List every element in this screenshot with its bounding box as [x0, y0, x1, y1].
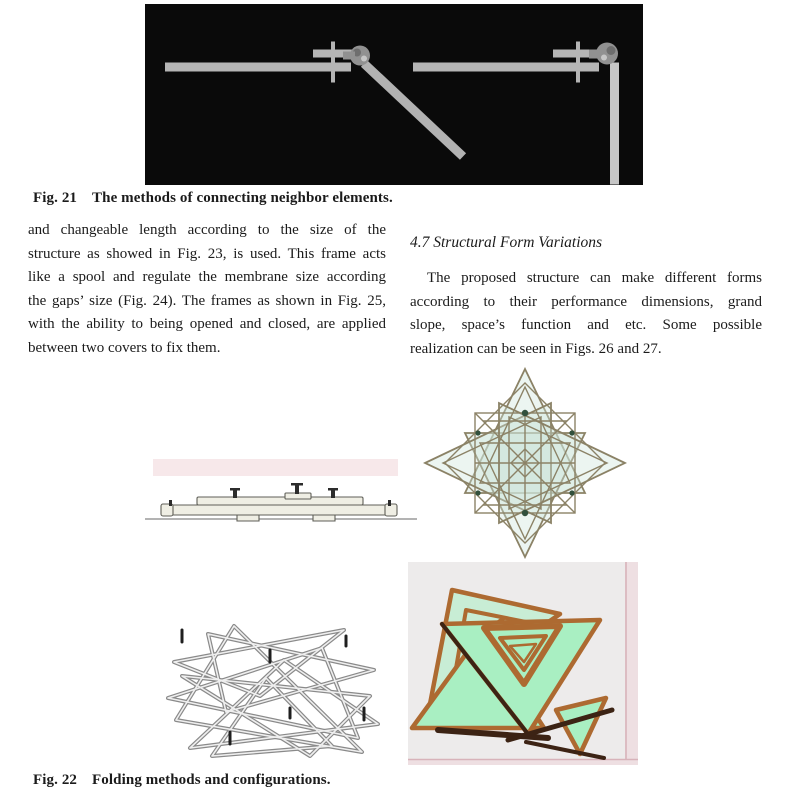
fig21-caption-label: Fig. 21	[33, 190, 78, 206]
fig21-caption-text: The methods of connecting neighbor elements.	[92, 190, 393, 206]
folded-flat-structure	[145, 483, 417, 521]
body-line: with the ability to being opened and closed, are applied	[28, 316, 386, 333]
fig22-folded-flat-figure	[145, 456, 417, 526]
fig22-render-figure	[408, 562, 638, 765]
fig21-caption	[33, 190, 393, 207]
pink-strip	[153, 459, 398, 476]
body-line: according to their performance dimensions, grand	[410, 293, 762, 310]
hinge-joint-right	[413, 42, 619, 185]
fig22-deployed-wireframe-figure	[160, 612, 388, 764]
fig22-caption-text: Folding methods and configurations.	[92, 772, 331, 788]
star-truss	[425, 369, 625, 557]
render-right-border	[625, 562, 638, 765]
section-heading: 4.7 Structural Form Variations	[410, 234, 603, 251]
joint-illustration	[145, 4, 643, 185]
render-star-tetrahedron	[408, 562, 638, 765]
body-line: realization can be seen in Figs. 26 and 27.	[410, 340, 662, 357]
fig22-star-truss-figure	[423, 367, 627, 559]
body-line: like a spool and regulate the membrane size according	[28, 269, 386, 286]
body-line: the gaps’ size (Fig. 24). The frames as shown in Fig. 25,	[28, 292, 386, 309]
body-line: and changeable length according to the size of the	[28, 222, 386, 238]
body-line: slope, space’s function and etc. Some possible	[410, 317, 762, 334]
body-line: between two covers to fix them.	[28, 339, 221, 356]
deployed-wireframe	[160, 612, 388, 764]
right-column	[410, 231, 762, 361]
fig21-joint-photo	[145, 4, 643, 185]
folded-flat-view	[145, 456, 417, 526]
star-truss-drawing	[423, 367, 627, 559]
left-column	[28, 219, 386, 361]
body-line: structure as showed in Fig. 23, is used. This frame acts	[28, 245, 386, 262]
fig22-caption	[33, 772, 331, 789]
fig22-caption-label: Fig. 22	[33, 772, 78, 788]
wireframe-trusses	[168, 626, 378, 756]
right-paragraph	[410, 267, 762, 361]
body-line: The proposed structure can make different forms	[427, 270, 762, 287]
hinge-joint-left	[165, 42, 463, 157]
